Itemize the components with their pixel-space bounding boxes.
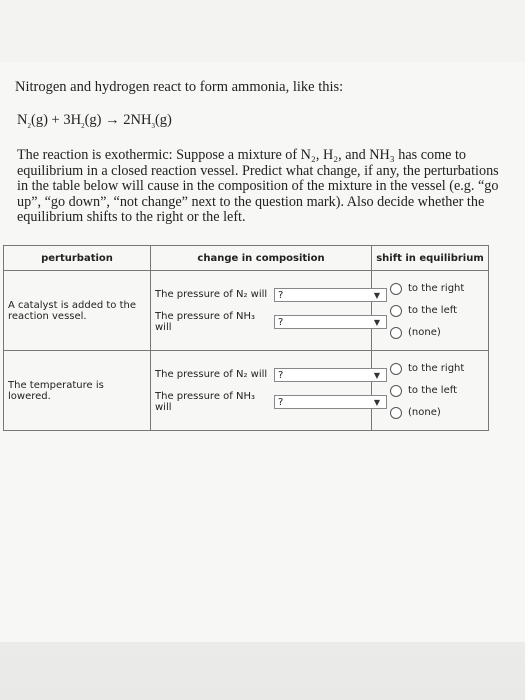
nh3-label-line2: will	[155, 321, 172, 333]
eq-nh3: 2NH	[123, 112, 152, 128]
composition-cell	[151, 271, 380, 351]
radio-option-left[interactable]	[390, 380, 487, 402]
n2-select-value: ?	[278, 369, 284, 381]
eq-h2-sub: 2	[81, 121, 85, 130]
header-perturbation: perturbation	[4, 246, 151, 271]
nh3-select-value: ?	[278, 396, 284, 408]
n2-line	[151, 363, 380, 389]
n2-pressure-label: The pressure of N₂ will	[155, 288, 268, 300]
chemical-equation	[17, 112, 172, 130]
eq-n2-state: (g)	[30, 112, 48, 128]
instructions-paragraph: The reaction is exothermic: Suppose a mixture of N₂, H₂, and NH₃ has come to equilibrium in a closed reaction vessel. Predict what change, if any, the perturbations in the table below will cause in the composition of the mixture in the vessel (e.g. “go up”, “go down”, “not change” next to the question mark). Also decide whether the equilibrium shifts to the right or the left.	[17, 147, 499, 225]
chevron-down-icon: ▼	[373, 370, 380, 380]
radio-circle-icon[interactable]	[390, 385, 402, 397]
radio-circle-icon[interactable]	[390, 305, 402, 317]
radio-option-none[interactable]	[390, 322, 487, 344]
nh3-pressure-select[interactable]	[274, 395, 387, 409]
eq-n2: N	[17, 112, 28, 128]
header-change: change in composition	[151, 246, 372, 271]
nh3-label-line1: The pressure of NH₃	[155, 310, 255, 322]
eq-plus-h2: + 3H	[47, 112, 82, 128]
perturbation-cell	[4, 271, 151, 351]
perturbation-text: A catalyst is added to the reaction vessel.	[8, 299, 136, 322]
radio-label: to the left	[408, 305, 458, 316]
chevron-down-icon: ▼	[373, 290, 380, 300]
radio-label: to the left	[408, 385, 458, 396]
nh3-pressure-label	[155, 311, 255, 333]
shift-cell	[372, 351, 489, 431]
eq-n2-sub: 2	[27, 121, 31, 130]
nh3-label-line2: will	[155, 401, 172, 413]
radio-label: (none)	[408, 407, 441, 418]
perturbation-cell	[4, 351, 151, 431]
perturbation-table	[3, 245, 489, 431]
radio-label: to the right	[408, 283, 465, 294]
nh3-label-line1: The pressure of NH₃	[155, 390, 255, 402]
nh3-pressure-select[interactable]	[274, 315, 387, 329]
n2-pressure-select[interactable]	[274, 368, 387, 382]
n2-select-value: ?	[278, 289, 284, 301]
composition-cell	[151, 351, 380, 431]
eq-nh3-state: (g)	[154, 112, 172, 128]
radio-option-none[interactable]	[390, 402, 487, 424]
nh3-line	[151, 389, 380, 419]
radio-circle-icon[interactable]	[390, 363, 402, 375]
nh3-select-value: ?	[278, 316, 284, 328]
chevron-down-icon: ▼	[373, 397, 380, 407]
nh3-line	[151, 309, 380, 339]
eq-arrow: →	[101, 112, 124, 128]
radio-option-left[interactable]	[390, 300, 487, 322]
radio-circle-icon[interactable]	[390, 327, 402, 339]
header-shift: shift in equilibrium	[372, 246, 489, 271]
intro-text: Nitrogen and hydrogen react to form ammonia, like this:	[15, 79, 344, 95]
table-row	[4, 271, 489, 351]
radio-circle-icon[interactable]	[390, 407, 402, 419]
radio-label: (none)	[408, 327, 441, 338]
chevron-down-icon: ▼	[373, 317, 380, 327]
n2-line	[151, 283, 380, 309]
radio-option-right[interactable]	[390, 278, 487, 300]
shift-cell	[372, 271, 489, 351]
table-row	[4, 351, 489, 431]
table-header-row	[4, 246, 489, 271]
radio-option-right[interactable]	[390, 358, 487, 380]
eq-h2-state: (g)	[84, 112, 102, 128]
radio-label: to the right	[408, 363, 465, 374]
radio-circle-icon[interactable]	[390, 283, 402, 295]
n2-pressure-label: The pressure of N₂ will	[155, 368, 268, 380]
n2-pressure-select[interactable]	[274, 288, 387, 302]
eq-nh3-sub: 3	[151, 121, 155, 130]
nh3-pressure-label	[155, 391, 255, 413]
perturbation-text: The temperature is lowered.	[8, 379, 104, 402]
